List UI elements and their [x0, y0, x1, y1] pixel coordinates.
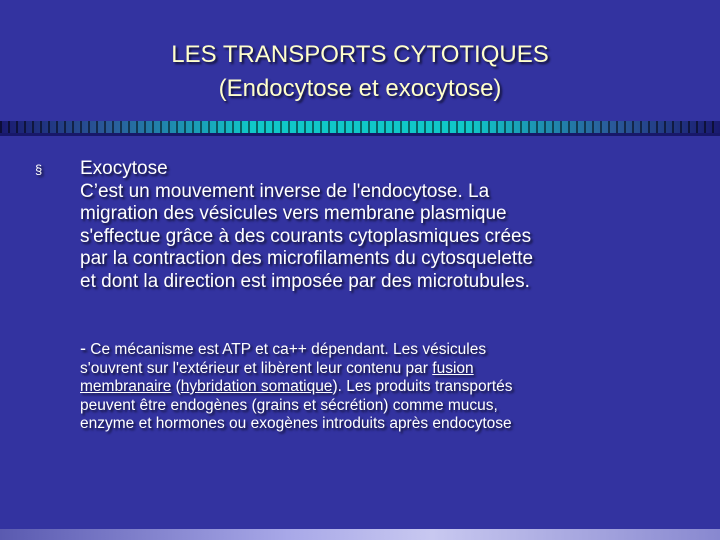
fusion-link[interactable]: fusion [432, 359, 474, 377]
sub-line-5: enzyme et hormones ou exogènes introduits après endocytose [80, 415, 512, 432]
sub-line-2: s'ouvrent sur l'extérieur et libèrent leur contenu par fusion [80, 359, 474, 377]
bullet-body [80, 158, 710, 293]
divider-ticks [0, 121, 720, 133]
title-line-1: LES TRANSPORTS CYTOTIQUES [171, 41, 549, 68]
bullet-line: C’est un mouvement inverse de l'endocytose. La [80, 180, 490, 202]
sub-line-3: membranaire (hybridation somatique). Les produits transportés [80, 378, 513, 395]
sub-paragraph [80, 339, 710, 434]
slide-title [0, 38, 720, 106]
bullet-marker: § [35, 162, 43, 177]
bullet-heading: Exocytose [80, 158, 168, 179]
hybridation-link[interactable]: hybridation somatique [180, 378, 333, 395]
bullet-line: s'effectue grâce à des courants cytoplasmiques crées [80, 225, 532, 247]
bottom-accent-bar [0, 529, 720, 540]
sub-line-4: peuvent être endogènes (grains et sécrétion) comme mucus, [80, 396, 498, 414]
title-line-2: (Endocytose et exocytose) [218, 75, 502, 102]
sub-line-1: - Ce mécanisme est ATP et ca++ dépendant. Les vésicules [80, 338, 487, 358]
bullet-line: par la contraction des microfilaments du cytosquelette [80, 248, 534, 269]
membranaire-link[interactable]: membranaire [80, 378, 172, 395]
bullet-line: et dont la direction est imposée par des microtubules. [80, 270, 530, 292]
dash-marker: - [80, 338, 86, 358]
bullet-line: migration des vésicules vers membrane plasmique [80, 203, 507, 224]
